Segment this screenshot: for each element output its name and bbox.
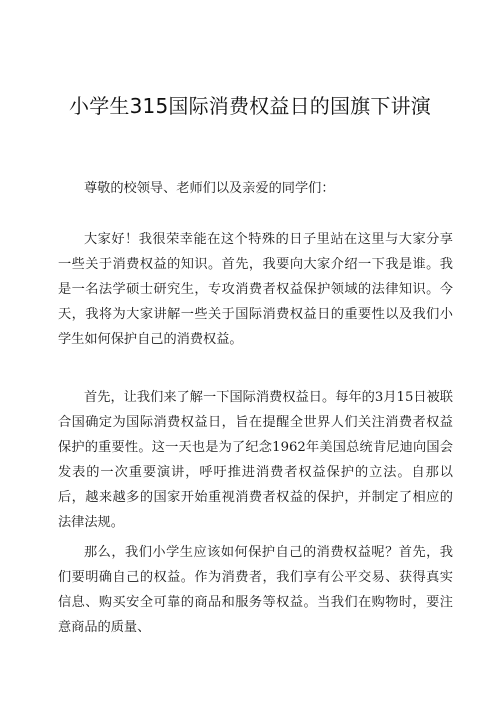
paragraph-3: 那么，我们小学生应该如何保护自己的消费权益呢？首先，我们要明确自己的权益。作为消费者，我们享有公平交易、获得真实信息、购买安全可靠的商品和服务等权益。当我们在购物时，要注意商品的质量、 bbox=[58, 545, 453, 635]
paragraph-1: 大家好！我很荣幸能在这个特殊的日子里站在这里与大家分享一些关于消费权益的知识。首先，我要向大家介绍一下我是谁。我是一名法学硕士研究生，专攻消费者权益保护领域的法律知识。今天，我将为大家讲解一些关于国际消费权益日的重要性以及我们小学生如何保护自己的消费权益。 bbox=[58, 232, 453, 347]
document-title: 小学生315国际消费权益日的国旗下讲演 bbox=[69, 94, 431, 118]
salutation: 尊敬的校领导、老师们以及亲爱的同学们： bbox=[84, 181, 335, 196]
paragraph-2: 首先，让我们来了解一下国际消费权益日。每年的3月15日被联合国确定为国际消费权益日，旨在提醒全世界人们关注消费者权益保护的重要性。这一天也是为了纪念1962年美国总统肯尼迪向国会发表的一次重要演讲，呼吁推进消费者权益保护的立法。自那以后，越来越多的国家开始重视消费者权益的保护，并制定了相应的法律法规。 bbox=[58, 390, 453, 530]
